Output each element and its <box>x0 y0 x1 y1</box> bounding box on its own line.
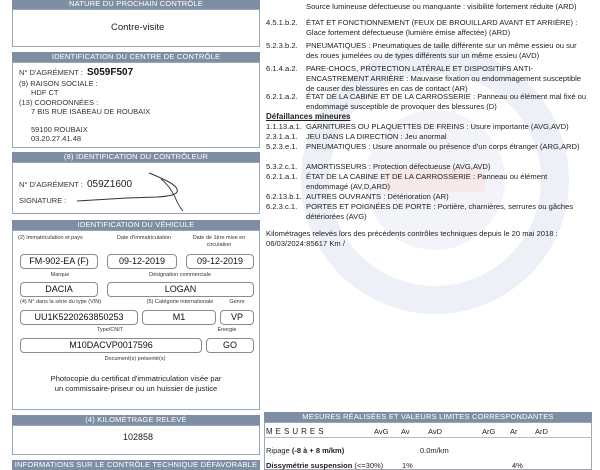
designation-field: LOGAN <box>107 282 254 297</box>
defect-item <box>266 41 588 61</box>
defect-code: 6.2.1.a.2. <box>266 92 298 101</box>
defect-text: Source lumineuse défectueuse ou manquante : visibilité fortement réduite (ARD) <box>306 2 577 12</box>
date-imm-label: Date d'immatriculation <box>116 235 172 241</box>
centre-header: IDENTIFICATION DU CENTRE DE CONTRÔLE <box>12 52 260 62</box>
km-header: (4) KILOMÉTRAGE RELEVÉ <box>12 415 260 425</box>
centre-agrement-label: N° D'AGRÉMENT : <box>19 68 83 77</box>
defect-text: ÉTAT ET FONCTIONNEMENT (FEUX DE BROUILLARD AVANT ET ARRIÈRE) : Glace fortement défectueuse (lumière émise affectée) (ARD) <box>306 18 578 38</box>
centre-box <box>12 62 260 148</box>
controleur-box <box>12 162 260 214</box>
minor-defect-text: PORTES ET POIGNÉES DE PORTE : Portière, charnières, serrures ou gâches détériorées (AVG) <box>306 202 574 222</box>
prochain-controle-value: Contre-visite <box>111 22 165 33</box>
ripage-limit: (-8 à + 8 m/km) <box>291 446 345 455</box>
minor-defect-item <box>266 192 588 202</box>
genre-field: VP <box>220 310 254 325</box>
col-avd: AvD <box>428 427 443 436</box>
imm-label: (2) Immatriculation et pays <box>18 235 83 241</box>
signature-image <box>57 167 257 211</box>
date-first-label: Date de 1ère mise en circulation <box>192 235 246 248</box>
minor-defect-code: 5.3.2.c.1. <box>266 162 298 171</box>
defect-code: 4.5.1.b.2. <box>266 18 298 27</box>
prochain-controle-box <box>12 9 260 47</box>
minor-defect-item <box>266 172 588 192</box>
defect-code <box>266 0 298 2</box>
mesures-col-title: MESURES <box>266 427 327 436</box>
centre-address-line1: 7 BIS RUE ISABEAU DE ROUBAIX <box>31 107 151 116</box>
date-imm-field: 09-12-2019 <box>107 254 177 269</box>
dissym-row <box>266 461 383 470</box>
minor-defect-code: 6.2.3.c.1. <box>266 202 298 211</box>
dissym-av: 1% <box>402 461 413 470</box>
centre-agrement <box>19 67 133 78</box>
docs-label: Document(s) présenté(s) <box>104 356 166 362</box>
minor-defect-code: 6.2.1.a.1. <box>266 172 298 181</box>
minor-defect-text: AMORTISSEURS : Protection défectueuse (AVG,AVD) <box>306 162 491 171</box>
controleur-header: (8) IDENTIFICATION DU CONTRÔLEUR <box>12 152 260 162</box>
defect-item <box>266 64 588 95</box>
defect-text: PNEUMATIQUES : Pneumatiques de taille différente sur un même essieu ou sur des roues jumelées ou de types différents sur un même essieu (AVD) <box>306 41 577 61</box>
controleur-agrement-label: N° D'AGRÉMENT : <box>19 180 83 189</box>
genre-label: Genre <box>229 299 245 305</box>
km-note: Kilométrages relevés lors des précédents contrôles techniques depuis le 20 mai 2018 : 06/03/2024:85617 Km / <box>266 229 558 248</box>
dissym-limit: (<=30%) <box>354 461 384 470</box>
marque-field: DACIA <box>20 282 98 297</box>
controleur-agrement-value: 059Z1600 <box>87 179 133 190</box>
dissym-label: Dissymétrie suspension <box>266 461 353 470</box>
prochain-controle-header: NATURE DU PROCHAIN CONTRÔLE <box>12 0 260 9</box>
ripage-label: Ripage <box>266 446 290 455</box>
minor-defect-item <box>266 122 588 132</box>
minor-defect-text: GARNITURES OU PLAQUETTES DE FREINS : Usure importante (AVG,AVD) <box>306 122 569 131</box>
centre-address-line2: 59100 ROUBAIX <box>31 125 88 134</box>
minor-defect-code: 2.3.1.a.1. <box>266 132 298 141</box>
km-box <box>12 425 260 455</box>
minor-defect-text: JEU DANS LA DIRECTION : Jeu anormal <box>306 132 447 141</box>
col-av: Av <box>401 427 410 436</box>
defect-text: PARE-CHOCS, PROTECTION LATÉRALE ET DISPOSITIFS ANTI-ENCASTREMENT ARRIÈRE : Mauvaise fixation ou endommagement susceptible de causer des blessures en cas de contact (AR) <box>306 64 582 94</box>
defect-item <box>266 18 588 38</box>
cat-field: M1 <box>142 310 216 325</box>
defect-item <box>266 0 588 12</box>
type-label: Type/CNIT <box>96 327 124 333</box>
defect-item <box>266 92 588 112</box>
bottom-header: INFORMATIONS SUR LE CONTRÔLE TECHNIQUE DÉFAVORABLE <box>12 460 260 470</box>
minor-title: Défaillances mineures <box>266 112 351 121</box>
km-value: 102858 <box>123 432 154 442</box>
centre-coord-label: (13) COORDONNÉES : <box>19 98 99 107</box>
col-avg: AvG <box>374 427 389 436</box>
minor-defect-text: ÉTAT DE LA CABINE ET DE LA CARROSSERIE : Panneau ou élément endommagé (AV,D,ARD) <box>306 172 548 192</box>
controleur-signature-label: SIGNATURE : <box>19 196 67 205</box>
minor-defect-item <box>266 132 588 142</box>
minor-defect-code: 5.2.3.e.1. <box>266 142 298 151</box>
minor-defect-item <box>266 162 588 172</box>
dissym-ar: 4% <box>512 461 523 470</box>
minor-defect-text: AUTRES OUVRANTS : Détérioration (AR) <box>306 192 449 201</box>
minor-defect-item <box>266 142 588 152</box>
vin-label: (4) N° dans la série du type (VIN) <box>20 299 102 305</box>
vehicule-header: IDENTIFICATION DU VÉHICULE <box>12 220 260 230</box>
designation-label: Désignation commerciale <box>149 272 211 278</box>
centre-phone: 03.20.27.41.48 <box>31 134 82 143</box>
minor-defect-text: PNEUMATIQUES : Usure anormale ou présence d'un corps étranger (ARG,ARD) <box>306 142 580 151</box>
ripage-value: 0.0m/km <box>420 446 449 455</box>
cat-label: (5) Catégorie internationale <box>146 299 214 305</box>
centre-agrement-value: S059F507 <box>86 67 134 78</box>
type-field: M10DACVP0017596 <box>20 338 202 353</box>
minor-defect-code: 1.1.13.a.1. <box>266 122 302 131</box>
energie-label: Énergie <box>217 327 237 333</box>
imm-field: FM-902-EA (F) <box>20 254 98 269</box>
centre-raison-value: HDF CT <box>31 88 59 97</box>
marque-label: Marque <box>50 272 70 278</box>
mesures-header: MESURES RÉALISÉES ET VALEURS LIMITES CORRESPONDANTES <box>264 412 592 422</box>
defect-code: 5.2.3.b.2. <box>266 41 298 50</box>
defect-code: 6.1.4.a.2. <box>266 64 298 73</box>
ripage-row <box>266 446 344 455</box>
col-arg: ArG <box>482 427 496 436</box>
col-ar: Ar <box>510 427 518 436</box>
mesures-divider <box>264 437 592 438</box>
defect-text: ÉTAT DE LA CABINE ET DE LA CARROSSERIE : Panneau ou élément mal fixé ou endommagé susceptible de provoquer des blessures (D) <box>306 92 587 112</box>
vin-field: UU1K5220263850253 <box>20 310 138 325</box>
minor-defect-item <box>266 202 588 222</box>
docs-text: Photocopie du certificat d'immatriculation visée par un commissaire-priseur ou un huissier de justice <box>50 374 222 393</box>
date-first-field: 09-12-2019 <box>186 254 254 269</box>
centre-raison-label: (9) RAISON SOCIALE : <box>19 79 98 88</box>
minor-defect-code: 6.2.13.b.1. <box>266 192 302 201</box>
energie-field: GO <box>206 338 254 353</box>
col-ard: ArD <box>535 427 548 436</box>
